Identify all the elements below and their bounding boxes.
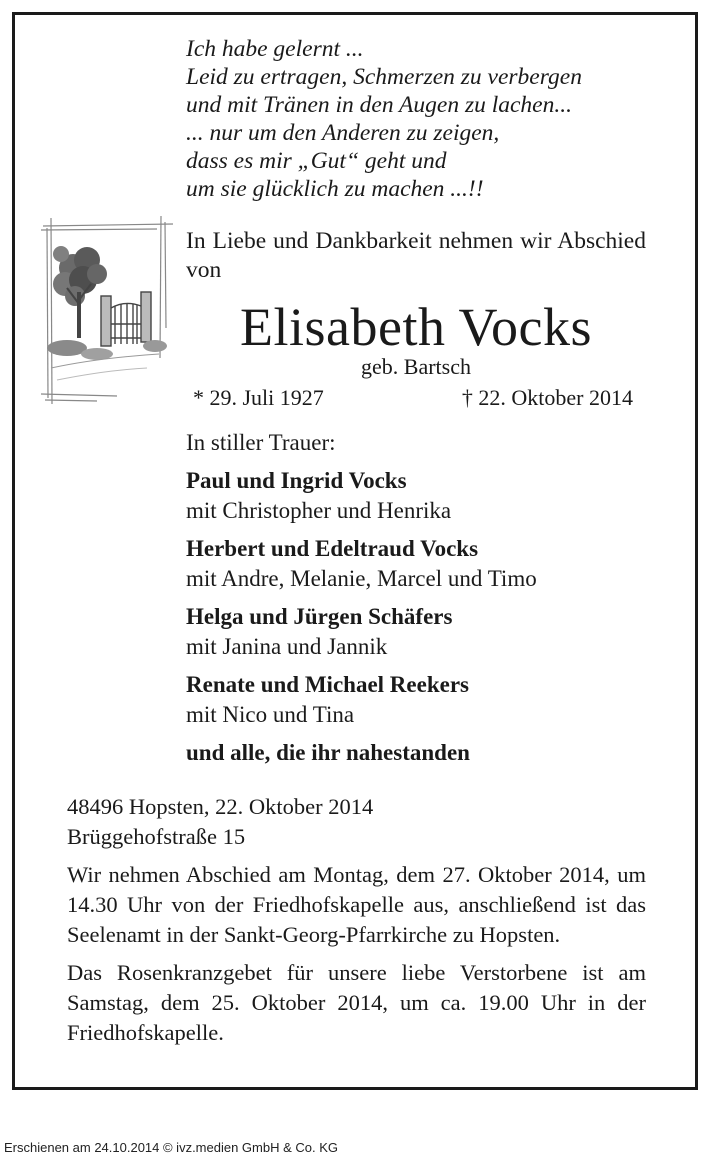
rosary-paragraph: Das Rosenkranzgebet für unsere liebe Verstorbene ist am Samstag, dem 25. Oktober 2014, um ca. 19.00 Uhr in der Friedhofskapelle.: [67, 960, 646, 1045]
life-dates: [193, 384, 633, 412]
family-children: mit Andre, Melanie, Marcel und Timo: [186, 566, 537, 591]
poem-line: ... nur um den Anderen zu zeigen,: [186, 120, 500, 146]
funeral-paragraph: Wir nehmen Abschied am Montag, dem 27. Oktober 2014, um 14.30 Uhr von der Friedhofskapelle aus, anschließend ist das Seelenamt in der Sankt-Georg-Pfarrkirche zu Hopsten.: [67, 862, 646, 947]
garden-gate-illustration: [37, 208, 177, 408]
poem: [186, 35, 666, 203]
obituary-notice: [12, 12, 698, 1090]
poem-line: dass es mir „Gut“ geht und: [186, 148, 447, 174]
address-line-street: Brüggehofstraße 15: [67, 824, 246, 849]
family-entry: [186, 534, 656, 594]
maiden-name: geb. Bartsch: [361, 354, 471, 379]
mourners-heading: In stiller Trauer:: [186, 430, 336, 455]
family-children: mit Janina und Jannik: [186, 634, 388, 659]
family-entry: [186, 670, 656, 730]
poem-line: Leid zu ertragen, Schmerzen zu verbergen: [186, 64, 582, 90]
family-entry: [186, 602, 656, 662]
address: [67, 792, 646, 852]
family-name: Renate und Michael Reekers: [186, 672, 469, 697]
funeral-details: [67, 792, 646, 1056]
intro-text: In Liebe und Dankbarkeit nehmen wir Abschied von: [186, 228, 646, 283]
family-entry: [186, 466, 656, 526]
deceased-name: Elisabeth Vocks: [240, 297, 592, 357]
family-name: Paul und Ingrid Vocks: [186, 468, 407, 493]
family-name: Helga und Jürgen Schäfers: [186, 604, 453, 629]
family-children: mit Nico und Tina: [186, 702, 355, 727]
poem-line: um sie glücklich zu machen ...!!: [186, 176, 484, 202]
poem-line: Ich habe gelernt ...: [186, 36, 364, 62]
birth-date: * 29. Juli 1927: [193, 385, 324, 410]
death-date: † 22. Oktober 2014: [461, 385, 633, 410]
family-name: Herbert und Edeltraud Vocks: [186, 536, 479, 561]
family-children: mit Christopher und Henrika: [186, 498, 452, 523]
poem-line: und mit Tränen in den Augen zu lachen...: [186, 92, 572, 118]
address-line-place-date: 48496 Hopsten, 22. Oktober 2014: [67, 794, 374, 819]
mourners-closing: und alle, die ihr nahestanden: [186, 740, 470, 765]
publication-credit: Erschienen am 24.10.2014 © ivz.medien GmbH & Co. KG: [4, 1140, 339, 1155]
mourners-list: [186, 428, 656, 768]
